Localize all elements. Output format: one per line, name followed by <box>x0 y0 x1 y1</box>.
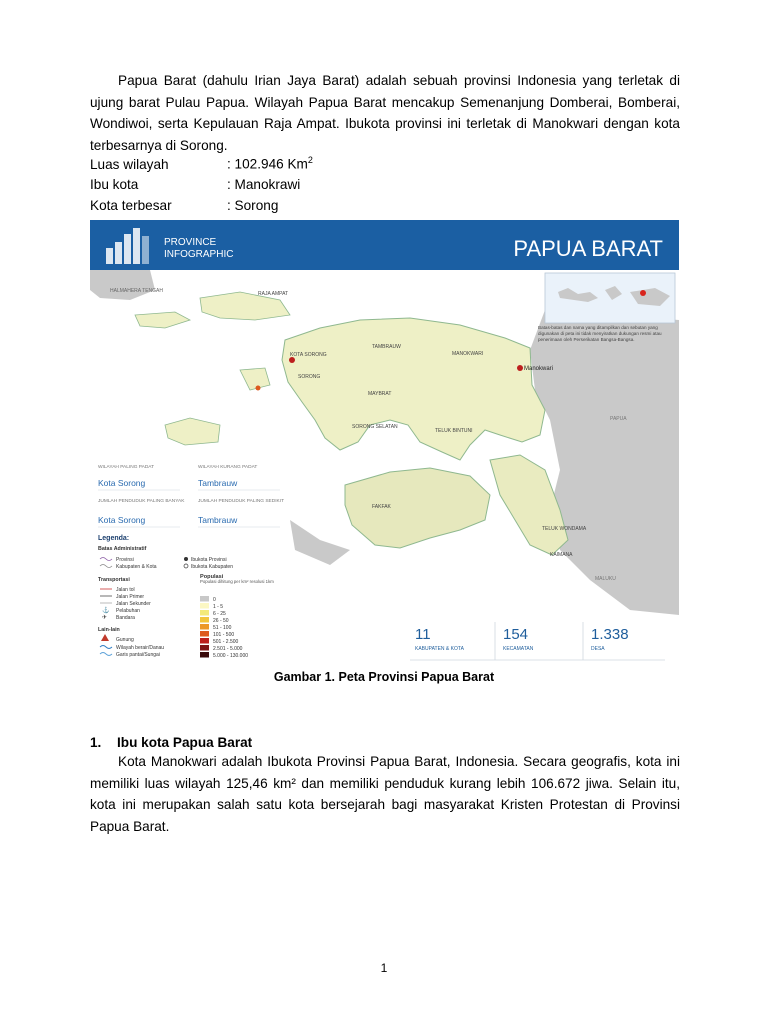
label-raja-ampat: RAJA AMPAT <box>258 291 289 297</box>
ibukota-kabupaten-icon <box>184 564 188 568</box>
section-paragraph: Kota Manokwari adalah Ibukota Provinsi Papua Barat, Indonesia. Secara geografis, kota ini memiliki luas wilayah 125,46 km² dan memiliki penduduk kurang lebih 106.672 jiwa. Selain itu, kota ini merupakan salah satu kota bersejarah bagi masyarakat Kristen Protestan di Provinsi Papua Barat. <box>90 754 680 834</box>
populasi-swatch <box>200 610 209 616</box>
map-maluku-islands <box>290 520 350 565</box>
stat-kecamatan-label: KECAMATAN <box>503 646 534 652</box>
populasi-swatches <box>200 596 248 659</box>
populasi-swatch-label: 5.000 - 130.000 <box>213 653 249 659</box>
legend-batas-2: Kabupaten & Kota <box>116 564 157 570</box>
map-dot-salawati <box>256 386 261 391</box>
gunung-icon <box>101 634 109 641</box>
fact-sup: 2 <box>307 155 313 165</box>
fact-value: : 102.946 Km <box>227 156 308 172</box>
label-maluku: MALUKU <box>595 576 616 582</box>
pelabuhan-icon: ⚓ <box>102 608 110 614</box>
inset-locator-map <box>545 273 675 323</box>
populasi-swatch-label: 6 - 25 <box>213 611 226 617</box>
populasi-swatch-label: 1 - 5 <box>213 604 224 610</box>
legend-provinsi-line-icon <box>100 558 112 561</box>
label-fakfak: FAKFAK <box>372 504 391 510</box>
populasi-swatch <box>200 624 209 630</box>
label-kota-sorong: KOTA SORONG <box>290 352 327 358</box>
legend-lain-title: Lain-lain <box>98 627 120 633</box>
populasi-swatch <box>200 631 209 637</box>
populasi-swatch <box>200 596 209 602</box>
populasi-swatch <box>200 645 209 651</box>
bandara-icon: ✈ <box>102 615 108 621</box>
legend-lain-3: Garis pantai/Sungai <box>116 652 160 658</box>
legend <box>98 535 280 659</box>
label-manokwari-city: Manokwari <box>524 366 554 372</box>
label-teluk-bintuni: TELUK BINTUNI <box>435 428 473 434</box>
label-kaimana: KAIMANA <box>550 552 573 558</box>
density-col1-value2: Kota Sorong <box>98 515 146 525</box>
label-tambrauw: TAMBRAUW <box>372 344 401 350</box>
legend-ibukota-1: Ibukota Provinsi <box>191 557 227 563</box>
density-col2-value1: Tambrauw <box>198 478 238 488</box>
label-teluk-wondama: TELUK WONDAMA <box>542 526 587 532</box>
wilayah-berair-icon <box>100 646 112 649</box>
stat-desa-label: DESA <box>591 646 605 652</box>
stat-kecamatan-number: 154 <box>503 626 529 643</box>
ibukota-provinsi-icon <box>184 557 188 561</box>
populasi-swatch <box>200 617 209 623</box>
map-bomberai <box>345 468 490 548</box>
garis-pantai-icon <box>100 653 112 656</box>
stat-kabupaten-number: 11 <box>415 626 431 643</box>
map-dot-manokwari <box>517 365 523 371</box>
legend-populasi-note: Populasi dihitung per km² resolusi 1km <box>200 579 274 584</box>
density-col1-label2: JUMLAH PENDUDUK PALING BANYAK <box>98 499 185 504</box>
legend-kabupaten-line-icon <box>100 565 112 568</box>
populasi-note-wrap <box>200 579 280 593</box>
label-halmahera: HALMAHERA TENGAH <box>110 288 163 294</box>
infographic-logo-icon <box>106 228 149 264</box>
section-number: 1. <box>90 735 102 750</box>
legend-transport-title: Transportasi <box>98 577 130 583</box>
legend-title: Legenda: <box>98 535 130 542</box>
legend-lain-2: Wilayah berair/Danau <box>116 645 165 651</box>
stats-block <box>410 622 665 660</box>
legend-transport-2: Jalan Primer <box>116 594 145 600</box>
legend-lain-1: Gunung <box>116 637 134 643</box>
page-number: 1 <box>380 961 388 975</box>
fact-label: Ibu kota <box>90 177 139 192</box>
legend-transport-3: Jalan Sekunder <box>116 601 151 607</box>
legend-transport-1: Jalan tol <box>116 587 135 593</box>
fact-capital <box>90 177 300 192</box>
header-line1: PROVINCE <box>164 237 217 248</box>
legend-populasi-title: Populasi <box>200 574 224 580</box>
figure-caption: Gambar 1. Peta Provinsi Papua Barat <box>273 670 495 684</box>
density-col1-label1: WILAYAH PALING PADAT <box>98 465 155 470</box>
fact-largest-city <box>90 198 278 213</box>
fact-value: : Sorong <box>227 198 279 213</box>
infographic-svg <box>90 220 679 665</box>
inset-note: Batas-batas dan nama yang ditampilkan dan sebutan yang digunakan di peta ini tidak menyiratkan dukungan resmi atau penerimaan oleh Perserikatan Bangsa-Bangsa. <box>538 325 662 342</box>
header-title: PAPUA BARAT <box>513 236 663 261</box>
populasi-swatch-label: 101 - 500 <box>213 632 235 638</box>
inset-note-wrap <box>538 325 676 359</box>
populasi-swatch-label: 26 - 50 <box>213 618 229 624</box>
legend-batas-1: Provinsi <box>116 557 134 563</box>
stat-desa-number: 1.338 <box>591 626 629 643</box>
fact-area <box>90 155 313 172</box>
fact-label: Luas wilayah <box>90 156 169 172</box>
populasi-swatch <box>200 652 209 658</box>
legend-batas-title: Batas Administratif <box>98 546 147 552</box>
label-sorong-selatan: SORONG SELATAN <box>352 424 398 430</box>
label-sorong: SORONG <box>298 374 321 380</box>
populasi-swatch-label: 51 - 100 <box>213 625 232 631</box>
legend-transport-4: Pelabuhan <box>116 608 140 614</box>
label-manokwari-region: MANOKWARI <box>452 351 484 357</box>
legend-transport-5: Bandara <box>116 615 135 621</box>
label-papua: PAPUA <box>610 416 627 422</box>
density-col2-value2: Tambrauw <box>198 515 238 525</box>
label-maybrat: MAYBRAT <box>368 391 392 397</box>
populasi-swatch-label: 2.501 - 5.000 <box>213 646 243 652</box>
section-title: Ibu kota Papua Barat <box>117 735 253 750</box>
fact-value: : Manokrawi <box>227 177 301 192</box>
header-line2: INFOGRAPHIC <box>164 249 234 260</box>
populasi-swatch <box>200 638 209 644</box>
fact-label: Kota terbesar <box>90 198 172 213</box>
populasi-swatch <box>200 603 209 609</box>
stat-kabupaten-label: KABUPATEN & KOTA <box>415 646 464 652</box>
populasi-swatch-label: 501 - 2.500 <box>213 639 239 645</box>
intro-paragraph: Papua Barat (dahulu Irian Jaya Barat) adalah sebuah provinsi Indonesia yang terletak di ujung barat Pulau Papua. Wilayah Papua Barat mencakup Semenanjung Domberai, Bomberai, Wondiwoi, serta Kepulauan Raja Ampat. Ibukota provinsi ini terletak di Manokwari dengan kota terbesarnya di Sorong. <box>90 73 680 153</box>
density-col2-label2: JUMLAH PENDUDUK PALING SEDIKIT <box>198 499 285 504</box>
populasi-swatch-label: 0 <box>213 597 216 603</box>
province-infographic <box>90 220 679 665</box>
legend-ibukota-2: Ibukota Kabupaten <box>191 564 233 570</box>
density-col1-value1: Kota Sorong <box>98 478 146 488</box>
section-heading <box>90 735 252 750</box>
density-col2-label1: WILAYAH KURANG PADAT <box>198 465 258 470</box>
